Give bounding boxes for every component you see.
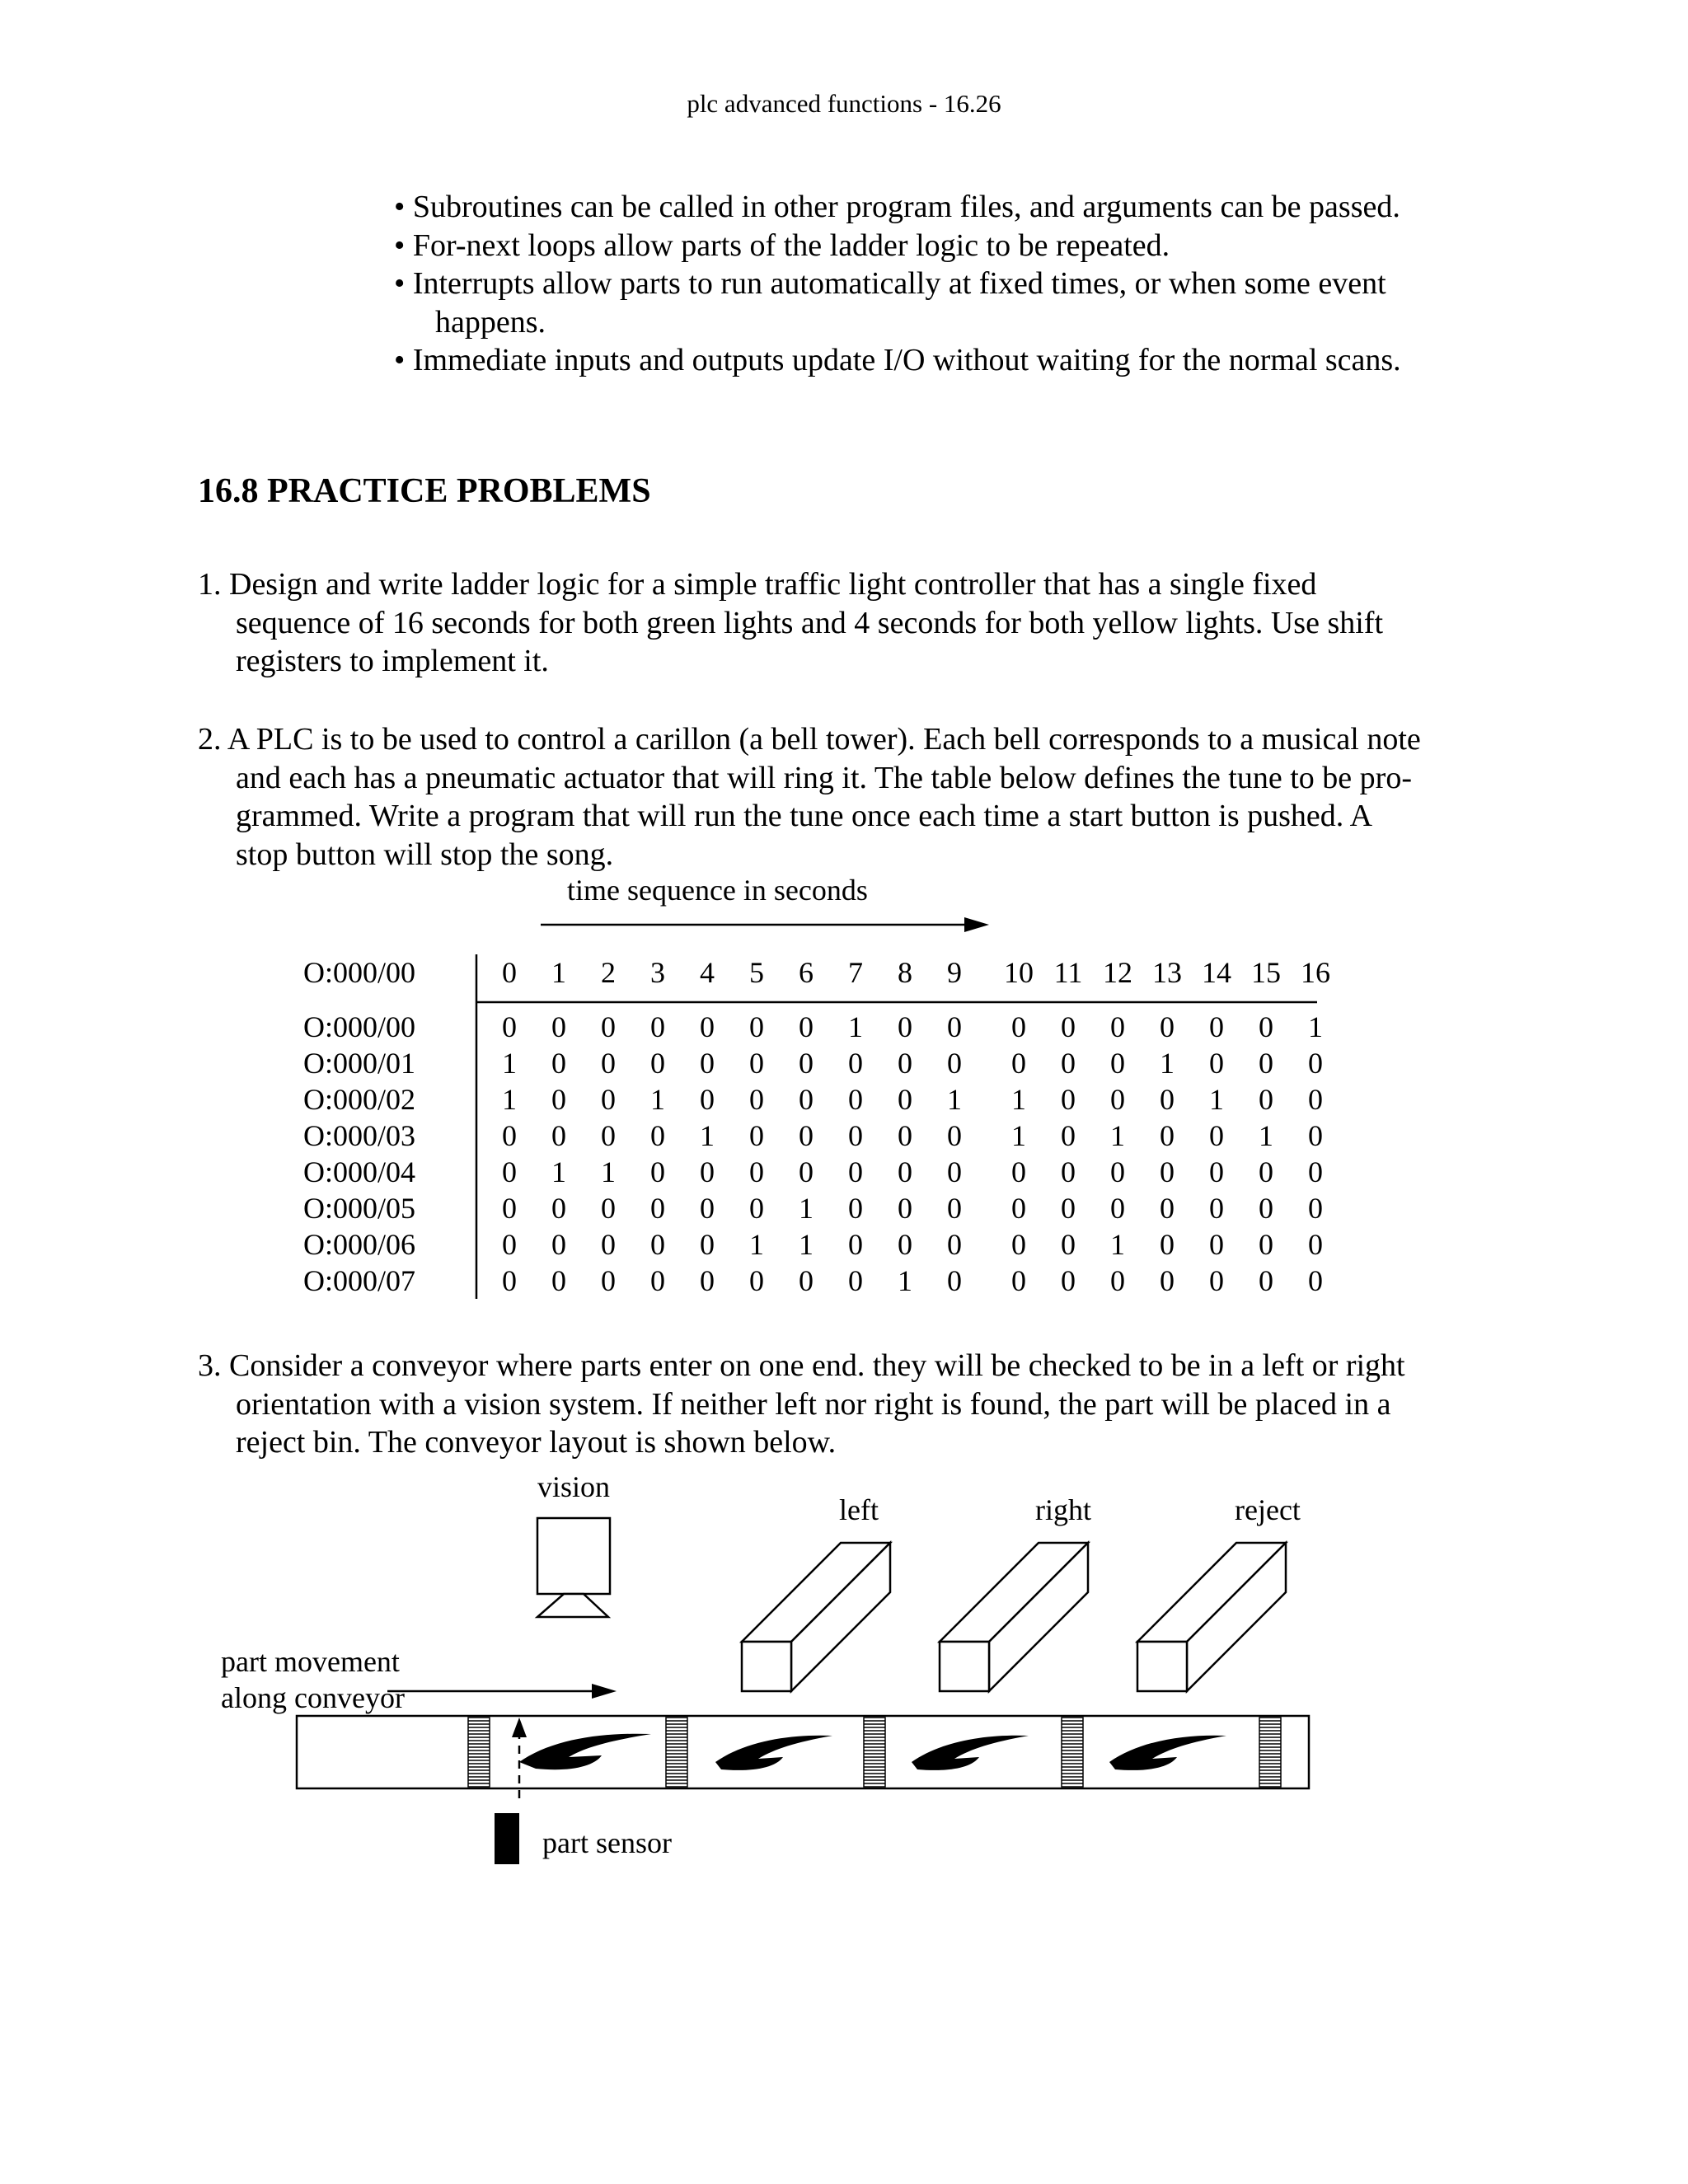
right-chute-label: right: [1035, 1493, 1091, 1526]
reject-chute-label: reject: [1235, 1493, 1301, 1526]
problem-line: stop button will stop the song.: [236, 837, 614, 872]
time-header-cell: 7: [848, 956, 863, 989]
reject-chute: [1137, 1543, 1286, 1691]
movement-label: part movement: [221, 1645, 400, 1678]
table-cell: 1: [1011, 1083, 1026, 1116]
table-cell: 0: [601, 1264, 616, 1297]
table-cell: 0: [1259, 1228, 1273, 1261]
table-cell: 0: [650, 1010, 665, 1043]
table-cell: 0: [1061, 1119, 1076, 1152]
table-cell: 0: [947, 1228, 962, 1261]
table-cell: 1: [898, 1264, 912, 1297]
problem-line: registers to implement it.: [236, 644, 549, 678]
problem-line: orientation with a vision system. If neither left nor right is found, the part will be placed in a: [236, 1386, 1391, 1422]
table-cell: 0: [799, 1083, 814, 1116]
table-cell: 0: [1011, 1047, 1026, 1080]
table-cell: 0: [1209, 1264, 1224, 1297]
table-cell: 0: [601, 1228, 616, 1261]
table-row-label: O:000/06: [303, 1228, 416, 1261]
table-cell: 0: [749, 1083, 764, 1116]
table-cell: 0: [1160, 1228, 1175, 1261]
table-row-label: O:000/07: [303, 1264, 416, 1297]
table-cell: 0: [1110, 1155, 1125, 1188]
table-cell: 0: [551, 1083, 566, 1116]
table-cell: 1: [799, 1192, 814, 1225]
table-cell: 0: [848, 1155, 863, 1188]
table-cell: 0: [700, 1264, 715, 1297]
table-cell: 0: [551, 1228, 566, 1261]
table-cell: 1: [700, 1119, 715, 1152]
table-cell: 0: [601, 1083, 616, 1116]
summary-item: • Subroutines can be called in other program files, and arguments can be passed.: [394, 190, 1400, 224]
table-cell: 0: [700, 1010, 715, 1043]
table-cell: 0: [601, 1192, 616, 1225]
table-cell: 1: [551, 1155, 566, 1188]
table-cell: 0: [947, 1047, 962, 1080]
time-header-cell: 6: [799, 956, 814, 989]
table-cell: 0: [1061, 1155, 1076, 1188]
table-cell: 0: [1308, 1083, 1323, 1116]
table-cell: 0: [947, 1155, 962, 1188]
table-cell: 0: [1011, 1155, 1026, 1188]
table-cell: 0: [1259, 1083, 1273, 1116]
table-cell: 0: [1308, 1228, 1323, 1261]
time-header-cell: 4: [700, 956, 715, 989]
vision-label: vision: [537, 1470, 611, 1503]
table-row-label: O:000/01: [303, 1047, 416, 1080]
table-cell: 0: [1061, 1010, 1076, 1043]
time-header-cell: 0: [502, 956, 517, 989]
summary-text: Immediate inputs and outputs update I/O without waiting for the normal scans.: [412, 343, 1401, 377]
table-cell: 1: [749, 1228, 764, 1261]
left-chute-label: left: [839, 1493, 879, 1526]
problem-line: 2. A PLC is to be used to control a carillon (a bell tower). Each bell corresponds to a musical note: [198, 722, 1421, 757]
summary-item: • For-next loops allow parts of the ladder logic to be repeated.: [394, 227, 1170, 263]
table-cell: 0: [848, 1119, 863, 1152]
left-chute: [742, 1543, 890, 1691]
table-cell: 0: [947, 1010, 962, 1043]
table-cell: 0: [1160, 1155, 1175, 1188]
table-cell: 0: [601, 1010, 616, 1043]
time-header-cell: 8: [898, 956, 912, 989]
table-corner-label: O:000/00: [303, 956, 416, 989]
table-cell: 0: [799, 1010, 814, 1043]
table-cell: 1: [947, 1083, 962, 1116]
table-cell: 0: [1259, 1192, 1273, 1225]
time-header-cell: 16: [1301, 956, 1330, 989]
table-row-label: O:000/05: [303, 1192, 416, 1225]
table-cell: 0: [551, 1119, 566, 1152]
table-cell: 0: [1011, 1010, 1026, 1043]
time-header-cell: 10: [1004, 956, 1034, 989]
table-cell: 0: [799, 1047, 814, 1080]
table-cell: 0: [650, 1192, 665, 1225]
table-cell: 0: [749, 1119, 764, 1152]
table-cell: 0: [947, 1192, 962, 1225]
table-cell: 1: [1259, 1119, 1273, 1152]
summary-text: Interrupts allow parts to run automatically at fixed times, or when some event: [412, 266, 1386, 301]
table-cell: 0: [898, 1155, 912, 1188]
table-cell: 0: [749, 1192, 764, 1225]
table-cell: 0: [1209, 1119, 1224, 1152]
table-cell: 0: [898, 1228, 912, 1261]
table-cell: 0: [502, 1155, 517, 1188]
table-cell: 0: [650, 1228, 665, 1261]
table-cell: 0: [1160, 1119, 1175, 1152]
table-cell: 0: [848, 1228, 863, 1261]
table-cell: 1: [848, 1010, 863, 1043]
table-cell: 0: [749, 1264, 764, 1297]
conveyor-cleat: [1259, 1718, 1281, 1787]
table-cell: 1: [601, 1155, 616, 1188]
table-cell: 0: [799, 1264, 814, 1297]
table-cell: 0: [1259, 1155, 1273, 1188]
table-cell: 1: [799, 1228, 814, 1261]
table-cell: 0: [1160, 1010, 1175, 1043]
table-cell: 1: [502, 1083, 517, 1116]
table-cell: 0: [1110, 1264, 1125, 1297]
conveyor-cleat: [1062, 1718, 1083, 1787]
summary-text-continued: happens.: [435, 304, 546, 340]
table-cell: 0: [1061, 1047, 1076, 1080]
table-cell: 0: [502, 1228, 517, 1261]
table-cell: 0: [601, 1119, 616, 1152]
time-header-cell: 11: [1053, 956, 1083, 989]
table-row-label: O:000/00: [303, 1010, 416, 1043]
table-cell: 0: [799, 1119, 814, 1152]
summary-text: For-next loops allow parts of the ladder logic to be repeated.: [412, 227, 1170, 263]
problem-line: 3. Consider a conveyor where parts enter on one end. they will be checked to be in a left or right: [198, 1348, 1405, 1383]
conveyor-cleat: [666, 1718, 687, 1787]
table-cell: 1: [650, 1083, 665, 1116]
table-row-label: O:000/02: [303, 1083, 416, 1116]
table-cell: 0: [700, 1047, 715, 1080]
time-header-cell: 3: [650, 956, 665, 989]
table-cell: 0: [1259, 1047, 1273, 1080]
table-cell: 1: [1160, 1047, 1175, 1080]
table-cell: 0: [551, 1010, 566, 1043]
problem-line: reject bin. The conveyor layout is shown below.: [236, 1425, 837, 1460]
table-cell: 0: [502, 1264, 517, 1297]
table-row-label: O:000/04: [303, 1155, 416, 1188]
table-cell: 1: [1110, 1228, 1125, 1261]
table-cell: 0: [1209, 1192, 1224, 1225]
problem-line: sequence of 16 seconds for both green lights and 4 seconds for both yellow lights. Use shift: [236, 605, 1384, 640]
time-header-cell: 9: [947, 956, 962, 989]
table-cell: 0: [749, 1010, 764, 1043]
table-cell: 0: [1259, 1264, 1273, 1297]
table-cell: 0: [700, 1083, 715, 1116]
right-chute: [940, 1543, 1088, 1691]
table-cell: 0: [848, 1192, 863, 1225]
part-sensor-icon: [495, 1813, 519, 1864]
time-header-cell: 1: [551, 956, 566, 989]
table-cell: 0: [551, 1192, 566, 1225]
time-header-cell: 5: [749, 956, 764, 989]
table-cell: 0: [700, 1155, 715, 1188]
movement-arrow-head: [592, 1684, 617, 1699]
table-cell: 0: [1160, 1264, 1175, 1297]
table-cell: 0: [1011, 1192, 1026, 1225]
table-cell: 0: [898, 1192, 912, 1225]
table-cell: 0: [1110, 1047, 1125, 1080]
conveyor-cleat: [864, 1718, 885, 1787]
table-cell: 0: [502, 1010, 517, 1043]
table-cell: 0: [749, 1047, 764, 1080]
table-cell: 0: [502, 1192, 517, 1225]
table-cell: 0: [1110, 1083, 1125, 1116]
conveyor-cleat: [468, 1718, 490, 1787]
table-cell: 0: [1209, 1155, 1224, 1188]
table-cell: 0: [1209, 1228, 1224, 1261]
vision-camera-icon: [537, 1518, 610, 1594]
table-cell: 0: [848, 1083, 863, 1116]
table-cell: 0: [1209, 1010, 1224, 1043]
summary-item: • Interrupts allow parts to run automatically at fixed times, or when some event: [394, 266, 1386, 301]
table-cell: 1: [1110, 1119, 1125, 1152]
time-header-cell: 13: [1152, 956, 1182, 989]
summary-text: Subroutines can be called in other program files, and arguments can be passed.: [412, 190, 1400, 224]
table-cell: 0: [898, 1083, 912, 1116]
table-cell: 0: [1308, 1119, 1323, 1152]
table-cell: 0: [650, 1047, 665, 1080]
table-cell: 0: [650, 1119, 665, 1152]
table-cell: 1: [1209, 1083, 1224, 1116]
table-cell: 0: [1308, 1155, 1323, 1188]
table-cell: 0: [1308, 1192, 1323, 1225]
part-sensor-label: part sensor: [542, 1826, 672, 1859]
table-cell: 0: [898, 1047, 912, 1080]
table-cell: 1: [1308, 1010, 1323, 1043]
table-cell: 0: [601, 1047, 616, 1080]
table-caption: time sequence in seconds: [567, 874, 868, 907]
table-cell: 0: [551, 1264, 566, 1297]
table-cell: 0: [700, 1192, 715, 1225]
table-cell: 0: [1308, 1047, 1323, 1080]
table-cell: 0: [650, 1155, 665, 1188]
table-cell: 0: [1061, 1228, 1076, 1261]
table-cell: 0: [898, 1010, 912, 1043]
table-cell: 0: [1061, 1083, 1076, 1116]
time-header-cell: 14: [1202, 956, 1231, 989]
table-cell: 0: [947, 1119, 962, 1152]
table-cell: 0: [1110, 1010, 1125, 1043]
table-cell: 1: [502, 1047, 517, 1080]
table-cell: 0: [650, 1264, 665, 1297]
table-cell: 0: [749, 1155, 764, 1188]
table-cell: 0: [947, 1264, 962, 1297]
problem-line: 1. Design and write ladder logic for a simple traffic light controller that has a single fixed: [198, 567, 1317, 602]
table-cell: 0: [1061, 1264, 1076, 1297]
table-cell: 0: [1110, 1192, 1125, 1225]
table-cell: 0: [502, 1119, 517, 1152]
table-cell: 0: [898, 1119, 912, 1152]
section-title: 16.8 PRACTICE PROBLEMS: [198, 472, 651, 510]
table-cell: 0: [799, 1155, 814, 1188]
table-cell: 0: [1259, 1010, 1273, 1043]
vision-camera-stand: [537, 1594, 608, 1617]
table-cell: 1: [1011, 1119, 1026, 1152]
table-cell: 0: [1160, 1192, 1175, 1225]
table-cell: 0: [1209, 1047, 1224, 1080]
table-cell: 0: [848, 1047, 863, 1080]
time-header-cell: 15: [1251, 956, 1281, 989]
summary-item: • Immediate inputs and outputs update I/O without waiting for the normal scans.: [394, 343, 1401, 377]
table-cell: 0: [1160, 1083, 1175, 1116]
problem-line: and each has a pneumatic actuator that will ring it. The table below defines the tune to be pro-: [236, 760, 1412, 795]
page-header: plc advanced functions - 16.26: [687, 89, 1001, 118]
table-cell: 0: [1011, 1264, 1026, 1297]
table-cell: 0: [1308, 1264, 1323, 1297]
table-cell: 0: [551, 1047, 566, 1080]
table-row-label: O:000/03: [303, 1119, 416, 1152]
table-cell: 0: [1011, 1228, 1026, 1261]
table-cell: 0: [700, 1228, 715, 1261]
time-header-cell: 2: [601, 956, 616, 989]
time-header-cell: 12: [1103, 956, 1132, 989]
problem-line: grammed. Write a program that will run the tune once each time a start button is pushed. A: [236, 799, 1373, 833]
table-cell: 0: [1061, 1192, 1076, 1225]
table-cell: 0: [848, 1264, 863, 1297]
movement-label: along conveyor: [221, 1681, 405, 1714]
